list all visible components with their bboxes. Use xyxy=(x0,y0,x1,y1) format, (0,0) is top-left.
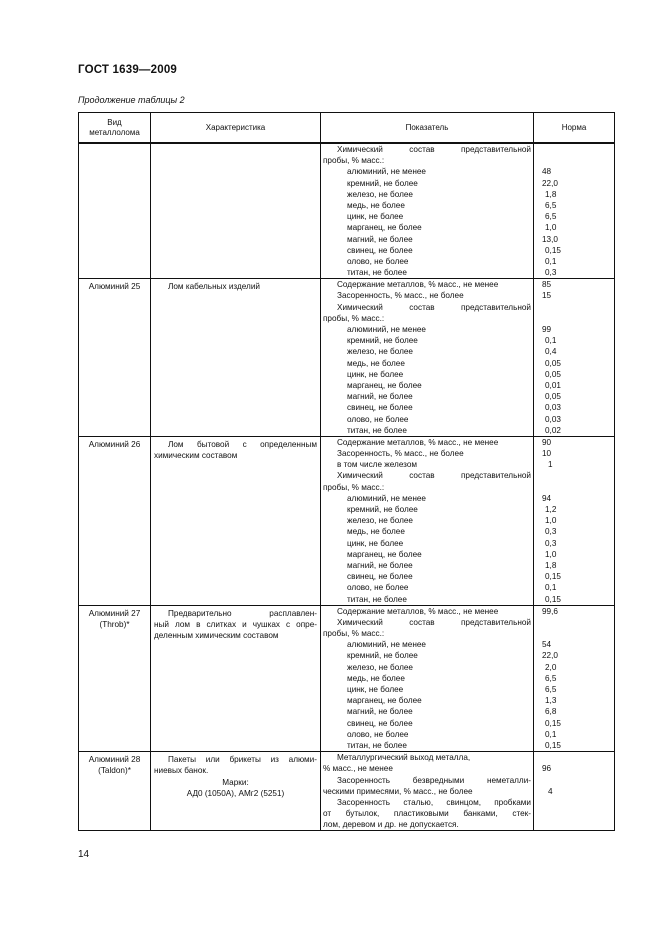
scrap-spec-table xyxy=(78,112,615,831)
norm-value: 96 xyxy=(542,764,552,774)
indicator-text: кремний, не более xyxy=(347,178,418,188)
indicator-text: алюминий, не менее xyxy=(347,640,426,650)
norm-value: 85 xyxy=(542,280,552,290)
norm-value: 15 xyxy=(542,291,552,301)
indicator-text: кремний, не более xyxy=(347,651,418,661)
indicator-text: железо, не более xyxy=(347,516,413,526)
norm-cell xyxy=(534,143,615,279)
indicator-text: % масс., не менее xyxy=(323,764,393,774)
indicator-text: Химический состав представительной xyxy=(337,471,531,481)
indicator-text: пробы, % масс.: xyxy=(323,156,385,166)
norm-value xyxy=(542,819,612,830)
norm-value: 0,15 xyxy=(545,718,561,728)
norm-value: 0,1 xyxy=(545,583,557,593)
norm-value xyxy=(542,313,612,324)
table-row xyxy=(79,143,615,279)
indicator-text: медь, не более xyxy=(347,200,405,210)
norm-value: 1,0 xyxy=(545,516,557,526)
indicator-cell xyxy=(321,143,534,279)
page-number: 14 xyxy=(78,849,90,860)
norm-value xyxy=(542,752,612,763)
table-header-row xyxy=(79,113,615,144)
column-header-characteristic: Характеристика xyxy=(151,113,321,144)
indicator-text: магний, не более xyxy=(347,560,413,570)
indicator-text: Засоренность безвредными неметалли- xyxy=(337,775,531,785)
characteristic-cell xyxy=(151,436,321,605)
characteristic-cell xyxy=(151,752,321,831)
norm-value: 6,5 xyxy=(545,685,557,694)
indicator-text: железо, не более xyxy=(347,662,413,672)
indicator-cell xyxy=(321,279,534,437)
indicator-text: железо, не более xyxy=(347,189,413,199)
norm-value xyxy=(542,470,612,481)
norm-value: 1,8 xyxy=(545,560,557,570)
norm-value: 0,1 xyxy=(545,256,557,266)
characteristic-text: Пакеты или брикеты из алюми- xyxy=(168,755,317,765)
indicator-text: алюминий, не менее xyxy=(347,325,426,334)
norm-value xyxy=(542,155,612,166)
indicator-text: цинк, не более xyxy=(347,369,404,379)
indicator-text: свинец, не более xyxy=(347,718,413,728)
indicator-text: Содержание металлов, % масс., не менее xyxy=(337,280,499,290)
scrap-kind-text: (Taldon)* xyxy=(98,766,131,776)
norm-value: 0,02 xyxy=(545,425,561,435)
indicator-text: алюминий, не менее xyxy=(347,167,426,177)
norm-value: 6,5 xyxy=(545,212,557,222)
indicator-text: ческими примесями, % масс., не более xyxy=(323,786,473,796)
norm-value: 6,8 xyxy=(545,707,557,717)
norm-value: 1,0 xyxy=(545,549,557,559)
norm-cell xyxy=(534,279,615,437)
indicator-text: медь, не более xyxy=(347,673,405,683)
indicator-text: олово, не более xyxy=(347,256,409,266)
indicator-text: магний, не более xyxy=(347,707,413,717)
norm-value: 0,03 xyxy=(545,414,561,424)
indicator-text: железо, не более xyxy=(347,347,413,357)
norm-value: 1,8 xyxy=(545,189,557,199)
characteristic-cell xyxy=(151,279,321,437)
norm-value: 0,3 xyxy=(545,527,557,537)
norm-value: 48 xyxy=(542,167,552,177)
indicator-text: кремний, не более xyxy=(347,336,418,346)
norm-value: 6,5 xyxy=(545,673,557,683)
characteristic-text: Предварительно расплавлен- xyxy=(168,608,317,618)
document-header: ГОСТ 1639—2009 xyxy=(78,64,178,76)
norm-value: 2,0 xyxy=(545,662,557,672)
indicator-text: медь, не более xyxy=(347,358,405,368)
indicator-text: пробы, % масс.: xyxy=(323,629,385,639)
norm-value xyxy=(542,617,612,628)
indicator-text: медь, не более xyxy=(347,527,405,537)
norm-value xyxy=(542,628,612,639)
norm-value xyxy=(542,808,612,819)
norm-value: 99 xyxy=(542,325,552,334)
column-header-norm: Норма xyxy=(534,113,615,144)
column-header-indicator: Показатель xyxy=(321,113,534,144)
norm-cell xyxy=(534,436,615,605)
norm-value: 4 xyxy=(548,786,553,796)
table-row xyxy=(79,605,615,751)
indicator-text: титан, не более xyxy=(347,425,407,435)
indicator-cell xyxy=(321,752,534,831)
indicator-text: свинец, не более xyxy=(347,403,413,413)
scrap-kind-text: (Throb)* xyxy=(99,619,130,629)
scrap-kind-text: Алюминий 27 xyxy=(88,608,141,618)
norm-value: 0,1 xyxy=(545,336,557,346)
indicator-text: магний, не более xyxy=(347,234,413,244)
indicator-text: марганец, не более xyxy=(347,549,422,559)
norm-value xyxy=(542,797,612,808)
indicator-text: в том числе железом xyxy=(337,460,418,470)
indicator-text: Засоренность, % масс., не более xyxy=(337,449,464,459)
norm-value: 94 xyxy=(542,493,552,503)
norm-value xyxy=(542,775,612,786)
scrap-kind-cell xyxy=(79,143,151,279)
indicator-text: Содержание металлов, % масс., не менее xyxy=(337,606,499,616)
table-row xyxy=(79,436,615,605)
indicator-text: Металлургический выход металла, xyxy=(337,753,471,763)
indicator-text: титан, не более xyxy=(347,268,407,278)
norm-value: 6,5 xyxy=(545,200,557,210)
column-header-kind: Вид металлолома xyxy=(79,113,151,144)
indicator-text: олово, не более xyxy=(347,729,409,739)
norm-value: 0,15 xyxy=(545,572,561,582)
norm-value: 0,3 xyxy=(545,268,557,278)
norm-value: 13,0 xyxy=(542,234,558,244)
norm-value: 1,0 xyxy=(545,223,557,233)
characteristic-cell xyxy=(151,605,321,751)
indicator-text: алюминий, не менее xyxy=(347,493,426,503)
norm-value: 99,6 xyxy=(542,606,558,616)
indicator-text: Содержание металлов, % масс., не менее xyxy=(337,437,499,447)
scrap-kind-cell xyxy=(79,436,151,605)
scrap-kind-text: Алюминий 25 xyxy=(88,282,141,292)
norm-value: 0,15 xyxy=(545,594,561,604)
indicator-text: марганец, не более xyxy=(347,223,422,233)
norm-value: 1,2 xyxy=(545,505,557,514)
grades-label: Марки: xyxy=(222,777,249,787)
characteristic-text: ный лом в слитках и чушках с опре- xyxy=(154,619,317,629)
norm-value xyxy=(542,302,612,313)
norm-value: 0,05 xyxy=(545,358,561,368)
norm-value: 0,15 xyxy=(545,740,561,750)
table-caption: Продолжение таблицы 2 xyxy=(78,95,185,105)
indicator-cell xyxy=(321,605,534,751)
indicator-text: цинк, не более xyxy=(347,538,404,548)
indicator-text: свинец, не более xyxy=(347,245,413,255)
scrap-kind-cell xyxy=(79,279,151,437)
table-row xyxy=(79,279,615,437)
characteristic-text: Лом бытовой с определенным xyxy=(168,439,317,449)
indicator-text: марганец, не более xyxy=(347,696,422,706)
norm-value: 90 xyxy=(542,437,552,447)
indicator-text: пробы, % масс.: xyxy=(323,482,385,492)
indicator-text: кремний, не более xyxy=(347,505,418,514)
norm-cell xyxy=(534,605,615,751)
norm-value: 10 xyxy=(542,449,552,459)
norm-value: 0,15 xyxy=(545,245,561,255)
indicator-text: Засоренность, % масс., не более xyxy=(337,291,464,301)
grades-value: АД0 (1050А), АМг2 (5251) xyxy=(186,788,285,798)
norm-value: 0,3 xyxy=(545,538,557,548)
norm-value: 22,0 xyxy=(542,178,558,188)
scrap-kind-cell xyxy=(79,605,151,751)
indicator-text: титан, не более xyxy=(347,594,407,604)
scrap-kind-text: Алюминий 26 xyxy=(88,439,141,449)
norm-value: 0,1 xyxy=(545,729,557,739)
indicator-text: олово, не более xyxy=(347,414,409,424)
indicator-text: Химический состав представительной xyxy=(337,302,531,312)
table-body xyxy=(79,143,615,831)
norm-value xyxy=(542,144,612,155)
scrap-kind-cell xyxy=(79,752,151,831)
indicator-text: марганец, не более xyxy=(347,380,422,390)
characteristic-text: ниевых банок. xyxy=(154,766,209,776)
characteristic-text: Лом кабельных изделий xyxy=(168,282,260,292)
indicator-text: лом, деревом и др. не допускается. xyxy=(323,820,459,830)
characteristic-text: химическим составом xyxy=(154,451,238,461)
table-row xyxy=(79,752,615,831)
indicator-text: пробы, % масс.: xyxy=(323,313,385,323)
characteristic-text: деленным химическим составом xyxy=(154,631,279,641)
norm-value: 0,4 xyxy=(545,347,557,357)
norm-value: 0,05 xyxy=(545,369,561,379)
norm-value xyxy=(542,482,612,493)
norm-value: 0,05 xyxy=(545,392,561,402)
indicator-text: свинец, не более xyxy=(347,572,413,582)
norm-value: 0,03 xyxy=(545,403,561,413)
norm-value: 1,3 xyxy=(545,696,557,706)
scrap-kind-text: Алюминий 28 xyxy=(88,755,141,765)
indicator-text: магний, не более xyxy=(347,392,413,402)
indicator-text: титан, не более xyxy=(347,740,407,750)
indicator-text: цинк, не более xyxy=(347,212,404,222)
norm-value: 22,0 xyxy=(542,651,558,661)
indicator-text: Химический состав представительной xyxy=(337,617,531,627)
indicator-cell xyxy=(321,436,534,605)
characteristic-cell xyxy=(151,143,321,279)
indicator-text: цинк, не более xyxy=(347,685,404,694)
norm-cell xyxy=(534,752,615,831)
indicator-text: Химический состав представительной xyxy=(337,145,531,154)
norm-value: 0,01 xyxy=(545,380,561,390)
indicator-text: от бутылок, пластиковыми банками, стек- xyxy=(323,809,531,819)
indicator-text: олово, не более xyxy=(347,583,409,593)
norm-value: 1 xyxy=(548,460,553,470)
indicator-text: Засоренность сталью, свинцом, пробками xyxy=(337,797,531,807)
norm-value: 54 xyxy=(542,640,552,650)
